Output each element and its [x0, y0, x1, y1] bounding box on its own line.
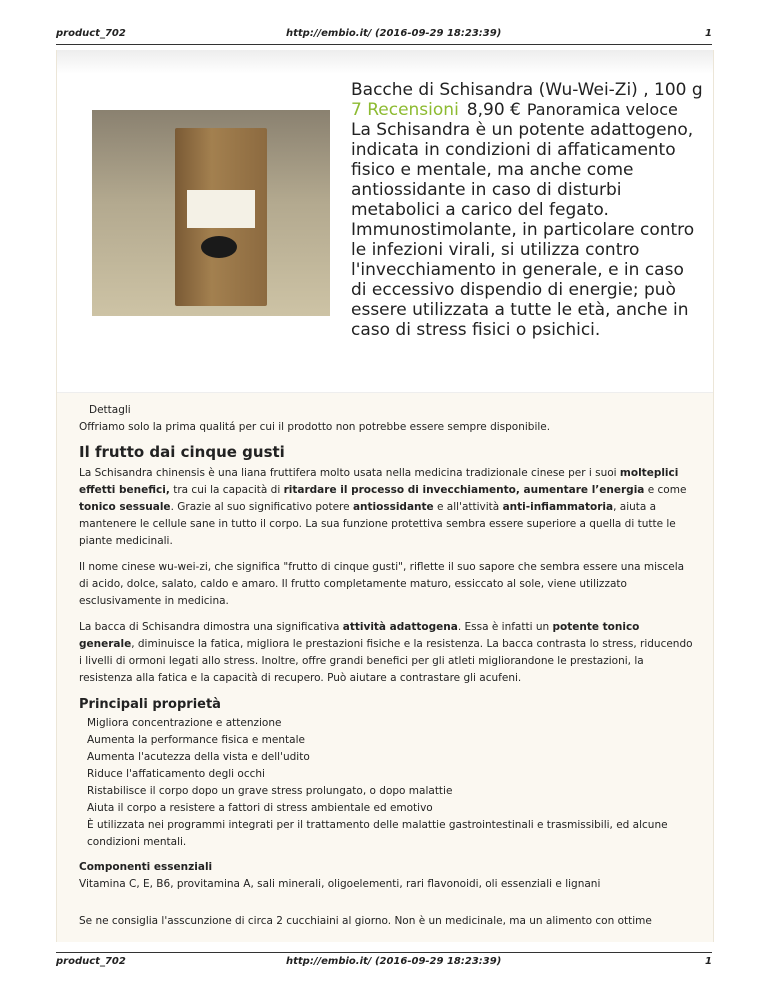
list-item: Riduce l'affaticamento degli occhi — [87, 768, 265, 780]
footer-url: http://embio.it/ (2016-09-29 18:23:39) — [286, 956, 502, 967]
tab-dettagli[interactable]: Dettagli — [89, 404, 131, 416]
reviews-link[interactable]: 7 Recensioni — [351, 100, 459, 120]
product-bag-illustration — [175, 128, 267, 306]
list-item: È utilizzata nei programmi integrati per il trattamento delle malattie gastrointestinali e trasmissibili, ed alcune condizioni mentali. — [87, 819, 668, 848]
header-url: http://embio.it/ (2016-09-29 18:23:39) — [286, 28, 502, 39]
paragraph-name: Il nome cinese wu-wei-zi, che significa "frutto di cinque gusti", riflette il suo sapore che sembra essere una miscela di acido, dolce, salato, caldo e amaro. Il frutto completamente maturo, essiccato al sole, viene utilizzato esclusivamente in medicina. — [79, 561, 685, 607]
usage-text: Se ne consiglia l'asscunzione di circa 2 cucchiaini al giorno. Non è un medicinale, ma un alimento con ottime — [79, 915, 652, 927]
paragraph-intro: La Schisandra chinensis è una liana fruttifera molto usata nella medicina tradizionale cinese per i suoi molteplici effetti benefici, tra cui la capacità di ritardare il processo di invecchiamento, aumentare l’energia e come tonico sessuale. Grazie al suo significativo potere antiossidante e all'attività anti-infiammatoria, aiuta a mantenere le cellule sane in tutto il corpo. La sua funzione protettiva sembra essere superiore a quella di tutte le piante medicinali. — [79, 467, 687, 547]
components-text: Vitamina C, E, B6, provitamina A, sali minerali, oligoelementi, rari flavonoidi, oli essenziali e lignani — [79, 878, 601, 890]
paragraph-adaptogen: La bacca di Schisandra dimostra una significativa attività adattogena. Essa è infatti un potente tonico generale, diminuisce la fatica, migliora le prestazioni fisiche e la resistenza. La bacca contrasta lo stress, riducendo i livelli di ormoni legati allo stress. Inoltre, offre grandi benefici per gli atleti migliorandone le prestazioni, la resistenza alla fatica e la capacità di recupero. Può aiutare a contrastare gli acufeni. — [79, 621, 693, 684]
bag-label — [187, 190, 255, 228]
quick-view-link[interactable]: Panoramica veloce — [526, 100, 678, 119]
product-details — [79, 402, 694, 939]
components-heading: Componenti essenziali — [79, 861, 213, 873]
product-image[interactable] — [92, 110, 330, 316]
offer-note: Offriamo solo la prima qualitá per cui il prodotto non potrebbe essere sempre disponibile. — [79, 421, 551, 433]
footer-page-number: 1 — [705, 956, 712, 967]
page-header — [56, 28, 712, 45]
list-item: Ristabilisce il corpo dopo un grave stress prolungato, o dopo malattie — [87, 785, 453, 797]
properties-list — [79, 715, 694, 851]
properties-heading: Principali proprietà — [79, 697, 221, 712]
footer-product-id: product_702 — [56, 956, 126, 967]
product-price: 8,90 € — [466, 100, 521, 120]
list-item: Aumenta la performance fisica e mentale — [87, 734, 305, 746]
header-page-number: 1 — [705, 28, 712, 39]
header-product-id: product_702 — [56, 28, 126, 39]
bag-window — [201, 236, 237, 258]
product-description: La Schisandra è un potente adattogeno, indicata in condizioni di affaticamento fisico e mentale, ma anche come antiossidante in caso di disturbi metabolici a carico del fegato. Immunostimolante, in particolare contro le infezioni virali, si utilizza contro l'invecchiamento in generale, e in caso di eccessivo dispendio di energie; può essere utilizzata a tutte le età, anche in caso di stress fisici o psichici. — [351, 120, 695, 340]
list-item: Migliora concentrazione e attenzione — [87, 717, 282, 729]
product-title: Bacche di Schisandra (Wu-Wei-Zi) , 100 g — [351, 80, 703, 100]
section-heading: Il frutto dai cinque gusti — [79, 443, 285, 461]
page-content — [56, 50, 714, 942]
list-item: Aiuta il corpo a resistere a fattori di stress ambientale ed emotivo — [87, 802, 433, 814]
product-info — [351, 80, 703, 340]
list-item: Aumenta l'acutezza della vista e dell'udito — [87, 751, 310, 763]
page-footer — [56, 952, 712, 969]
divider — [57, 392, 713, 393]
